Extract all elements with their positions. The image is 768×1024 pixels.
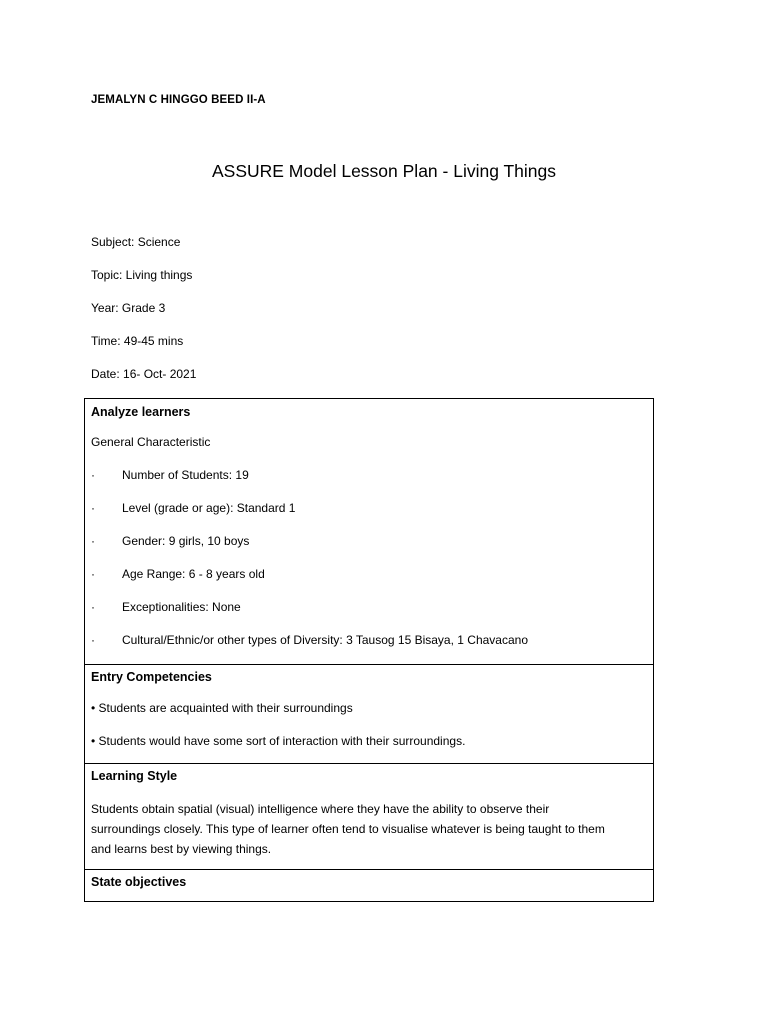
- list-item-text: Cultural/Ethnic/or other types of Diversity: 3 Tausog 15 Bisaya, 1 Chavacano: [122, 633, 528, 647]
- paragraph-line: Students obtain spatial (visual) intelligence where they have the ability to observe their: [91, 802, 550, 816]
- author-line: JEMALYN C HINGGO BEED II-A: [91, 94, 266, 106]
- paragraph-line: surroundings closely. This type of learner often tend to visualise whatever is being taught to them: [91, 822, 605, 836]
- list-item-text: Age Range: 6 - 8 years old: [122, 567, 265, 581]
- meta-topic: Topic: Living things: [91, 268, 193, 282]
- list-item: [91, 501, 647, 516]
- list-item: • Students are acquainted with their surroundings: [91, 701, 353, 715]
- list-item: [91, 600, 647, 615]
- bullet-icon: ·: [91, 633, 95, 647]
- lesson-plan-table: [84, 398, 654, 902]
- section-heading: Learning Style: [91, 769, 178, 783]
- bullet-icon: ·: [91, 600, 95, 614]
- bullet-icon: ·: [91, 567, 95, 581]
- section-analyze-learners: [85, 401, 653, 664]
- paragraph-line: and learns best by viewing things.: [91, 842, 272, 856]
- bullet-icon: ·: [91, 501, 95, 515]
- document-title: ASSURE Model Lesson Plan - Living Things: [211, 161, 557, 181]
- meta-date: Date: 16- Oct- 2021: [91, 367, 197, 381]
- section-heading: Analyze learners: [91, 405, 191, 419]
- meta-time: Time: 49-45 mins: [91, 334, 184, 348]
- meta-subject: Subject: Science: [91, 235, 181, 249]
- list-item: [91, 633, 647, 648]
- list-item: • Students would have some sort of interaction with their surroundings.: [91, 734, 466, 748]
- bullet-icon: ·: [91, 468, 95, 482]
- section-learning-style: [85, 763, 653, 869]
- list-item-text: Exceptionalities: None: [122, 600, 241, 614]
- section-entry-competencies: [85, 664, 653, 763]
- list-item: [91, 468, 647, 483]
- section-heading: Entry Competencies: [91, 670, 212, 684]
- meta-year: Year: Grade 3: [91, 301, 166, 315]
- learning-style-paragraph: [91, 799, 647, 859]
- bullet-icon: ·: [91, 534, 95, 548]
- list-item: [91, 534, 647, 549]
- general-characteristic-label: General Characteristic: [91, 435, 211, 449]
- list-item-text: Level (grade or age): Standard 1: [122, 501, 296, 515]
- list-item-text: Number of Students: 19: [122, 468, 249, 482]
- list-item-text: Gender: 9 girls, 10 boys: [122, 534, 250, 548]
- list-item: [91, 567, 647, 582]
- section-heading: State objectives: [91, 875, 187, 889]
- section-state-objectives: [85, 869, 653, 901]
